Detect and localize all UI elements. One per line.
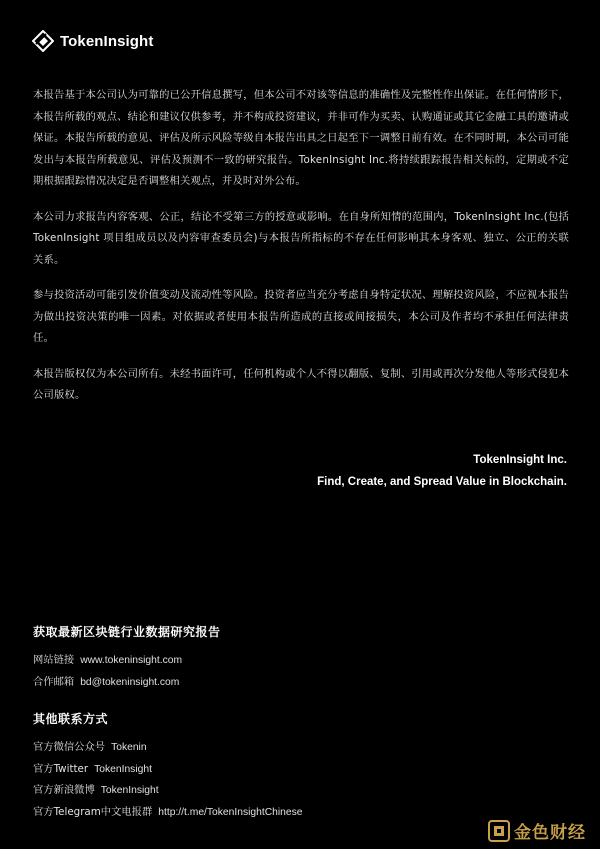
contact-label: 官方Telegram中文电报群 — [33, 805, 153, 818]
contact-label: 官方微信公众号 — [33, 741, 106, 753]
contact-row-telegram — [33, 802, 303, 824]
reports-section — [33, 623, 221, 693]
website-link[interactable]: www.tokeninsight.com — [80, 655, 183, 666]
contact-row-wechat — [33, 737, 303, 759]
contact-label: 官方Twitter — [33, 762, 89, 775]
contact-label: 官方新浪微博 — [33, 784, 95, 796]
contact-row-twitter — [33, 759, 303, 781]
brand-name: TokenInsight — [60, 32, 154, 50]
tokeninsight-logo-icon — [32, 30, 54, 52]
contact-section — [33, 710, 303, 823]
disclaimer-paragraph: 参与投资活动可能引发价值变动及流动性等风险。投资者应当充分考虑自身特定状况、理解投资风险，不应视本报告为做出投资决策的唯一因素。对依据或者使用本报告所造成的直接或间接损失，本公司及作者均不承担任何法律责任。 — [33, 289, 569, 344]
weibo-account: TokenInsight — [100, 785, 159, 796]
disclaimer — [33, 85, 569, 421]
twitter-account: TokenInsight — [94, 763, 152, 775]
telegram-link[interactable]: http://t.me/TokenInsightChinese — [158, 806, 303, 818]
watermark — [488, 818, 586, 843]
contact-row-website — [33, 650, 221, 672]
disclaimer-paragraph: 本报告版权仅为本公司所有。未经书面许可，任何机构或个人不得以翻版、复制、引用或再次分发他人等形式侵犯本公司版权。 — [33, 367, 569, 401]
contact-row-weibo — [33, 780, 303, 802]
company-name: TokenInsight Inc. — [473, 454, 567, 466]
company-slogan: Find, Create, and Spread Value in Blockchain. — [317, 476, 567, 488]
wechat-account: Tokenin — [111, 742, 147, 753]
email-link[interactable]: bd@tokeninsight.com — [80, 676, 180, 688]
disclaimer-paragraph: 本公司力求报告内容客观、公正，结论不受第三方的授意或影响。在自身所知情的范围内，TokenInsight Inc.(包括 TokenInsight 项目组成员以及内容审查委员会)与本报告所指标的不存在任何影响其本身客观、独立、公正的关联关系。 — [33, 210, 569, 266]
contact-label: 网站链接 — [33, 654, 75, 666]
brand-logo — [32, 30, 153, 52]
contact-section-title: 其他联系方式 — [33, 712, 109, 726]
contact-row-email — [33, 672, 221, 694]
contact-label: 合作邮箱 — [33, 675, 75, 688]
jinse-logo-icon — [488, 820, 510, 842]
watermark-text: 金色财经 — [514, 823, 586, 843]
disclaimer-paragraph: 本报告基于本公司认为可靠的已公开信息撰写，但本公司不对该等信息的准确性及完整性作出保证。在任何情形下，本报告所载的观点、结论和建议仅供参考，并不构成投资建议，并非可作为买卖、认购通证或其它金融工具的邀请或保证。本报告所载的意见、评估及所示风险等级自本报告出具之日起至下一调整日前有效。在不同时期，本公司可能发出与本报告所载意见、评估及预测不一致的研究报告。TokenInsight Inc.将持续跟踪报告相关标的，定期或不定期根据跟踪情况决定是否调整相关观点，并及时对外公布。 — [33, 89, 569, 187]
company-signature — [317, 449, 567, 493]
reports-section-title: 获取最新区块链行业数据研究报告 — [33, 625, 221, 639]
